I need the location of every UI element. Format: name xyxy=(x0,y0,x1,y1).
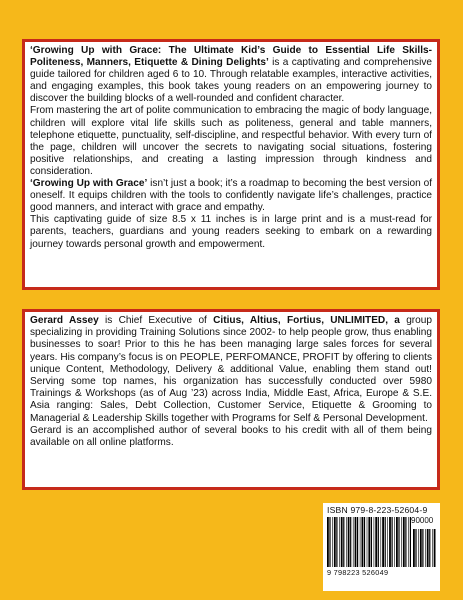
author-bio-text-a: is Chief Executive of xyxy=(98,315,214,326)
price-code: 90000 xyxy=(411,516,434,525)
ean-digits: 9 798223 526049 xyxy=(327,568,389,577)
barcode-graphic xyxy=(327,515,436,581)
ean-bars xyxy=(327,517,411,567)
synopsis-paragraph-1 xyxy=(30,45,432,105)
isbn-barcode xyxy=(323,503,440,591)
author-paragraph-1 xyxy=(30,315,432,425)
addon-bars xyxy=(413,529,436,567)
book-title-short: ‘Growing Up with Grace’ xyxy=(30,178,148,190)
synopsis-paragraph-4: This captivating guide of size 8.5 x 11 inches is in large print and is a must-read for parents, teachers, guardians and young readers seeking to embark on a rewarding journey towards personal growth and empowerment. xyxy=(30,214,432,250)
synopsis-paragraph-2: From mastering the art of polite communication to embracing the magic of body language, children will explore vital life skills such as politeness, general and table manners, telephone etiquette, punctuality, self-discipline, and respectful behavior. With every turn of the page, children will uncover the secrets to navigating social situations, fostering positive relationships, and creating a lasting impression through kindness and consideration. xyxy=(30,105,432,177)
author-bio-text-b: group specializing in providing Training Solutions since 2002- to help people grow, thus enabling businesses to soar! Prior to this he has been managing large sales forces for several years. His company’s focus is on PEOPLE, PERFOMANCE, PROFIT by offering to clients unique Content, Methodology, Delivery & additional Value, enabling them stand out! Serving some top names, his organization has successfully conducted over 5980 Trainings & Workshops (as of Aug ’23) across India, Middle East, Africa, Europe & S.E. Asia ranging: Sales, Debt Collection, Customer Service, Etiquette & Grooming to Managerial & Leadership Skills together with Programs for Self & Personal Development. xyxy=(30,315,433,424)
author-name: Gerard Assey xyxy=(30,315,99,326)
isbn-number: ISBN 979-8-223-52604-9 xyxy=(327,505,428,515)
author-paragraph-2: Gerard is an accomplished author of several books to his credit with all of them being available on all online platforms. xyxy=(30,424,432,449)
company-name: Citius, Altius, Fortius, UNLIMITED, a xyxy=(213,315,400,326)
book-title-full: ‘Growing Up with Grace: The Ultimate Kid’s Guide to Essential Life Skills-Politeness, Manners, Etiquette & Dining Delights’ xyxy=(30,45,432,69)
synopsis-box xyxy=(22,39,440,290)
synopsis-text-1: is a captivating and comprehensive guide tailored for children aged 6 to 10. Through relatable examples, interactive activities, and engaging examples, this book takes young readers on an empowering journey to discover the building blocks of a well-rounded and confident character. xyxy=(30,57,432,105)
synopsis-paragraph-3 xyxy=(30,178,432,214)
synopsis-text-3: isn’t just a book; it’s a roadmap to becoming the best version of oneself. It equips children with the tools to confidently navigate life’s challenges, practice good manners, and interact with grace and empathy. xyxy=(30,178,432,214)
author-bio-box xyxy=(22,309,440,490)
